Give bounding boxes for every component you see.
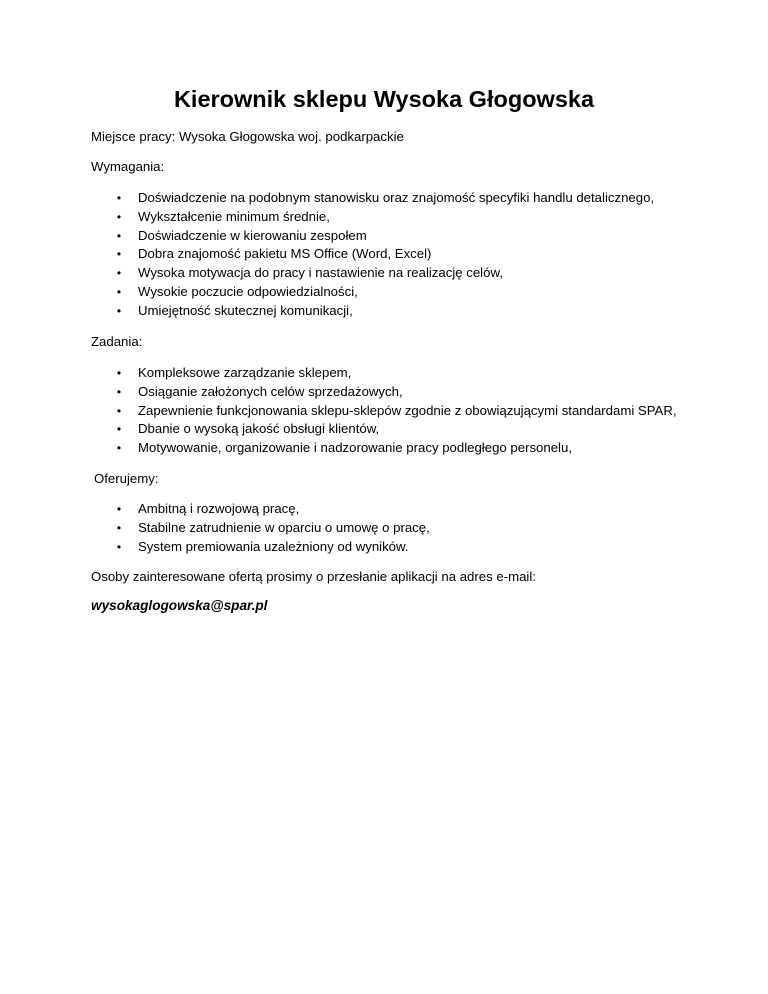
bullet-icon: •	[116, 403, 122, 418]
bullet-icon: •	[116, 303, 122, 318]
bullet-icon: •	[116, 422, 122, 437]
email-address: wysokaglogowska@spar.pl	[91, 598, 268, 613]
document-page: Kierownik sklepu Wysoka Głogowska Miejsce pracy: Wysoka Głogowska woj. podkarpackie Wymagania: • Doświadczenie na podobnym stanowisku oraz znajomość specyfiki handlu detalicznego, • Wykształcenie minimum średnie, • Doświadczenie w kierowaniu zespołem • Dobra znajomość pakietu MS Office (Word, Excel) • Wysoka motywacja do pracy i nastawienie na realizację celów, • Wysokie poczucie odpowiedzialności, • Umiejętność skutecznej komunikacji, Zadania: • Kompleksowe zarządzanie sklepem, • Osiąganie założonych celów sprzedażowych, • Zapewnienie funkcjonowania sklepu-sklepów zgodnie z obowiązującymi standardami SPAR, • Dbanie o wysoką jakość obsługi klientów, • Motywowanie, organizowanie i nadzorowanie pracy podległego personelu, Oferujemy: • Ambitną i rozwojową pracę, • Stabilne zatrudnienie w oparciu o umowę o pracę, • System premiowania uzależniony od wyników. Osoby zainteresowane ofertą prosimy o przesłanie aplikacji na adres e-mail: wysokaglogowska@spar.pl	[0, 0, 768, 994]
bullet-icon: •	[116, 366, 122, 380]
bullet-icon: •	[116, 502, 122, 516]
bullet-icon: •	[116, 191, 122, 205]
bullet-icon: •	[116, 228, 122, 243]
location-line: Miejsce pracy: Wysoka Głogowska woj. podkarpackie	[91, 129, 404, 144]
bullet-icon: •	[116, 266, 122, 281]
offer-heading: Oferujemy:	[94, 471, 159, 486]
bullet-icon: •	[116, 247, 122, 262]
tasks-heading: Zadania:	[91, 334, 143, 349]
bullet-icon: •	[116, 284, 122, 299]
bullet-icon: •	[116, 209, 122, 224]
bullet-icon: •	[116, 441, 122, 456]
bullet-icon: •	[116, 520, 122, 535]
requirements-heading: Wymagania:	[91, 159, 165, 174]
bullet-icon: •	[116, 384, 122, 399]
bullet-icon: •	[116, 539, 122, 554]
document-title: Kierownik sklepu Wysoka Głogowska	[173, 86, 595, 112]
application-line: Osoby zainteresowane ofertą prosimy o przesłanie aplikacji na adres e-mail:	[91, 569, 536, 584]
